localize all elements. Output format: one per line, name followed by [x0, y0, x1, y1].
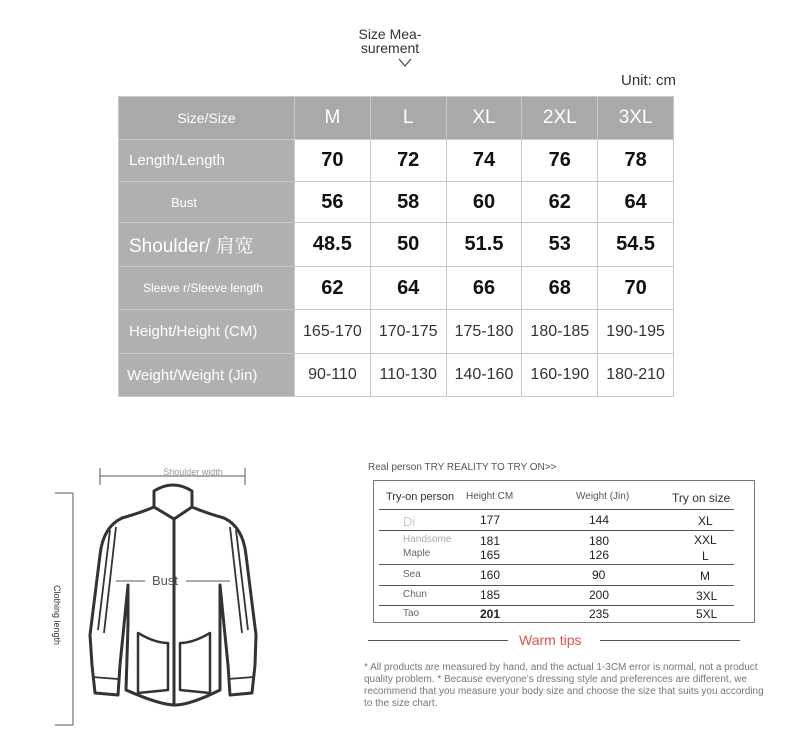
size-header-cell: 2XL	[522, 97, 598, 140]
tryon-size: XL	[698, 514, 713, 528]
table-cell: 50	[370, 223, 446, 267]
table-cell: 64	[370, 267, 446, 310]
table-cell: 62	[295, 267, 371, 310]
row-label: Length/Length	[119, 140, 295, 182]
divider	[379, 564, 734, 565]
table-cell: 78	[598, 140, 674, 182]
tryon-name: Maple	[403, 548, 431, 559]
divider	[600, 640, 740, 641]
table-cell: 70	[295, 140, 371, 182]
tryon-name: Handsome	[403, 534, 452, 545]
divider	[379, 509, 734, 510]
table-cell: 74	[446, 140, 522, 182]
size-header-cell: 3XL	[598, 97, 674, 140]
tryon-height: 201	[480, 607, 501, 621]
size-corner-label: Size/Size	[119, 97, 295, 140]
section-title-line2: surement	[360, 40, 420, 56]
table-row	[119, 223, 674, 267]
table-cell: 62	[522, 182, 598, 223]
warm-tips-title: Warm tips	[519, 632, 582, 648]
table-cell: 180-185	[522, 310, 598, 354]
tryon-table	[373, 480, 755, 623]
tryon-weight: 90	[592, 568, 606, 582]
table-cell: 64	[598, 182, 674, 223]
table-cell: 76	[522, 140, 598, 182]
table-row	[119, 354, 674, 397]
clothing-length-label: Clothing length	[52, 584, 62, 646]
tryon-size: 3XL	[696, 589, 718, 603]
table-row	[119, 310, 674, 354]
tryon-caption: Real person TRY REALITY TO TRY ON>>	[368, 462, 557, 473]
table-row	[119, 182, 674, 223]
table-cell: 90-110	[295, 354, 371, 397]
table-cell: 110-130	[370, 354, 446, 397]
chevron-down-icon	[398, 58, 412, 68]
bust-label: Bust	[151, 573, 179, 588]
table-cell: 170-175	[370, 310, 446, 354]
tryon-name: Di	[403, 514, 416, 529]
tryon-weight: 144	[589, 513, 610, 527]
table-cell: 68	[522, 267, 598, 310]
tryon-weight: 235	[589, 607, 610, 621]
table-cell: 72	[370, 140, 446, 182]
table-cell: 51.5	[446, 223, 522, 267]
divider	[368, 640, 508, 641]
tryon-size: M	[700, 569, 710, 583]
tryon-name: Sea	[403, 569, 421, 580]
column-header: Try-on person	[386, 491, 455, 503]
section-title	[330, 27, 450, 55]
tryon-height: 181	[480, 534, 501, 548]
unit-label: Unit: cm	[621, 72, 677, 89]
table-cell: 180-210	[598, 354, 674, 397]
tryon-size: L	[702, 549, 709, 563]
table-cell: 60	[446, 182, 522, 223]
row-label: Shoulder/ 肩宽	[119, 223, 295, 267]
column-header: Height CM	[466, 491, 514, 502]
jacket-diagram	[40, 455, 340, 735]
tryon-height: 185	[480, 588, 501, 602]
row-label: Height/Height (CM)	[119, 310, 295, 354]
table-cell: 160-190	[522, 354, 598, 397]
shoulder-width-label: Shoulder width	[163, 467, 223, 477]
table-cell: 53	[522, 223, 598, 267]
table-cell: 58	[370, 182, 446, 223]
divider	[379, 530, 734, 531]
size-header-cell: XL	[446, 97, 522, 140]
row-label: Bust	[119, 182, 295, 223]
row-label: Weight/Weight (Jin)	[119, 354, 295, 397]
table-cell: 54.5	[598, 223, 674, 267]
table-row	[119, 140, 674, 182]
table-cell: 66	[446, 267, 522, 310]
size-table	[118, 96, 674, 397]
table-row	[119, 267, 674, 310]
table-cell: 165-170	[295, 310, 371, 354]
table-cell: 140-160	[446, 354, 522, 397]
table-cell: 56	[295, 182, 371, 223]
size-header-cell: M	[295, 97, 371, 140]
section-title-line1: Size Mea-	[358, 26, 422, 42]
tryon-height: 160	[480, 568, 501, 582]
tryon-size: 5XL	[696, 607, 718, 621]
table-cell: 70	[598, 267, 674, 310]
tryon-height: 165	[480, 548, 501, 562]
column-header: Try on size	[672, 491, 731, 505]
column-header: Weight (Jin)	[576, 491, 630, 502]
size-table-header-row	[119, 97, 674, 140]
tryon-name: Tao	[403, 608, 420, 619]
tryon-weight: 126	[589, 548, 610, 562]
warm-tips-note: * All products are measured by hand, and the actual 1-3CM error is normal, not a product quality problem. * Because everyone's dressing style and preferences are different, we recommend that you measure your body size and choose the size that suits you according to the size chart.	[364, 662, 764, 709]
tryon-weight: 200	[589, 588, 610, 602]
table-cell: 175-180	[446, 310, 522, 354]
table-cell: 48.5	[295, 223, 371, 267]
tryon-size: XXL	[694, 533, 717, 547]
divider	[379, 605, 734, 606]
tryon-weight: 180	[589, 534, 610, 548]
row-label: Sleeve r/Sleeve length	[119, 267, 295, 310]
divider	[379, 585, 734, 586]
table-cell: 190-195	[598, 310, 674, 354]
size-header-cell: L	[370, 97, 446, 140]
tryon-name: Chun	[403, 589, 427, 600]
tryon-height: 177	[480, 513, 501, 527]
